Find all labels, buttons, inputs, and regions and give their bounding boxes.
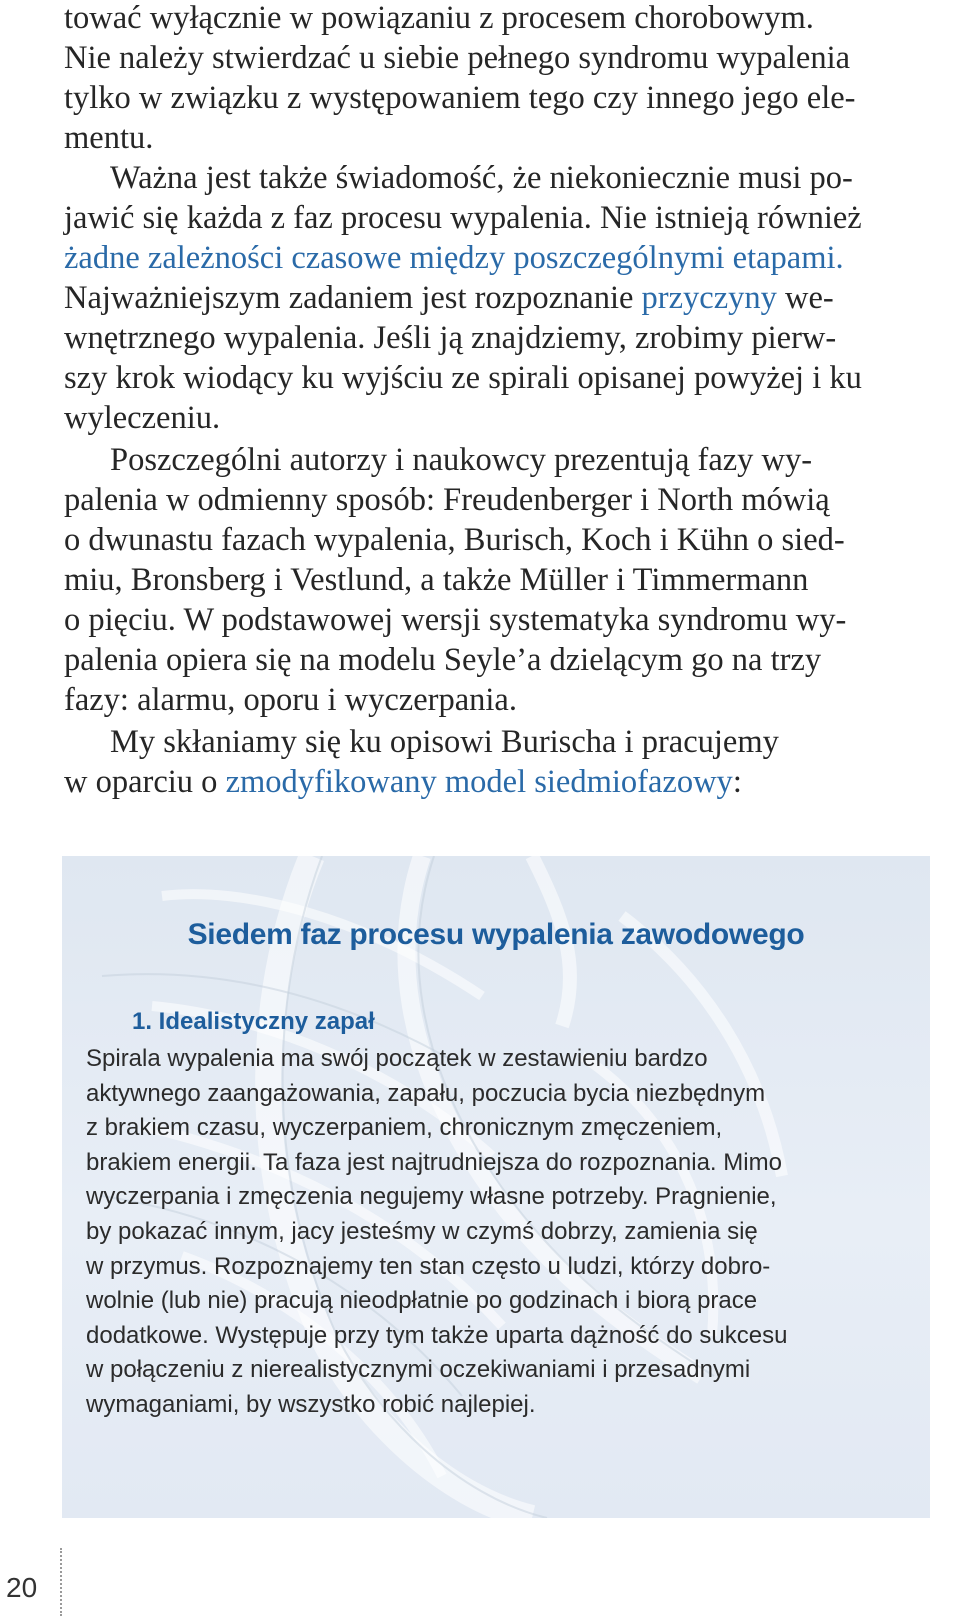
phase-line: wymaganiami, by wszystko robić najlepiej. xyxy=(86,1390,536,1418)
phase-line: Spirala wypalenia ma swój początek w zestawieniu bardzo xyxy=(86,1045,708,1072)
phase-line: wolnie (lub nie) pracują nieodpłatnie po godzinach i biorą prace xyxy=(86,1287,758,1315)
paragraph-line: szy krok wiodący ku wyjściu ze spirali opisanej powyżej i ku xyxy=(64,360,862,396)
phase-line: w połączeniu z nierealistycznymi oczekiwaniami i przesadnymi xyxy=(86,1356,751,1384)
paragraph-line: wyleczeniu. xyxy=(64,400,221,436)
paragraph-line: miu, Bronsberg i Vestlund, a także Müller i Timmermann xyxy=(64,562,809,598)
text-run: w oparciu o xyxy=(64,764,226,800)
highlighted-phrase: żadne zależności czasowe między poszczególnymi etapami. xyxy=(64,240,844,276)
paragraph-line: palenia opiera się na modelu Seyle’a dzielącym go na trzy xyxy=(64,642,822,678)
highlighted-phrase: zmodyfikowany model siedmiofazowy xyxy=(225,764,733,800)
phase-heading: 1. Idealistyczny zapał xyxy=(132,1008,375,1035)
paragraph-line: fazy: alarmu, oporu i wyczerpania. xyxy=(64,682,517,718)
box-title: Siedem faz procesu wypalenia zawodowego xyxy=(187,918,805,951)
margin-divider xyxy=(60,1548,62,1616)
paragraph-line: My skłaniamy się ku opisowi Burischa i pracujemy xyxy=(110,724,779,760)
page-number: 20 xyxy=(6,1572,38,1603)
phase-line: dodatkowe. Występuje przy tym także uparta dążność do sukcesu xyxy=(86,1321,788,1349)
paragraph-line xyxy=(64,278,834,319)
paragraph-line: Nie należy stwierdzać u siebie pełnego syndromu wypalenia xyxy=(64,40,851,76)
paragraph-line: jawić się każda z faz procesu wypalenia. Nie istnieją również xyxy=(64,200,862,236)
highlighted-phrase: przyczyny xyxy=(641,280,777,316)
info-box xyxy=(62,856,930,1518)
phase-line: z brakiem czasu, wyczerpaniem, chronicznym zmęczeniem, xyxy=(86,1114,723,1142)
phase-line: brakiem energii. Ta faza jest najtrudniejsza do rozpoznania. Mimo xyxy=(86,1148,782,1176)
paragraph-line: mentu. xyxy=(64,120,154,156)
phase-line: aktywnego zaangażowania, zapału, poczucia bycia niezbędnym xyxy=(86,1079,766,1107)
paragraph-line: Poszczególni autorzy i naukowcy prezentują fazy wy- xyxy=(110,442,813,478)
phase-line: w przymus. Rozpoznajemy ten stan często u ludzi, którzy dobro- xyxy=(86,1252,771,1280)
text-run: we- xyxy=(776,280,834,316)
phase-line: by pokazać innym, jacy jesteśmy w czymś dobrzy, zamienia się xyxy=(86,1217,758,1245)
paragraph-line xyxy=(64,762,742,803)
paragraph-line: o pięciu. W podstawowej wersji systematyka syndromu wy- xyxy=(64,602,847,638)
phase-line: wyczerpania i zmęczenia negujemy własne potrzeby. Pragnienie, xyxy=(86,1183,777,1211)
paragraph-line: palenia w odmienny sposób: Freudenberger i North mówią xyxy=(64,482,830,518)
paragraph-line: o dwunastu fazach wypalenia, Burisch, Koch i Kühn o sied- xyxy=(64,522,845,558)
text-run: Najważniejszym zadaniem jest rozpoznanie xyxy=(64,280,642,316)
paragraph-line: tować wyłącznie w powiązaniu z procesem chorobowym. xyxy=(64,0,814,36)
text-run: : xyxy=(732,764,742,800)
paragraph-line: wnętrznego wypalenia. Jeśli ją znajdziemy, zrobimy pierw- xyxy=(64,320,837,356)
paragraph-line: tylko w związku z występowaniem tego czy innego jego ele- xyxy=(64,80,856,116)
phase-description xyxy=(86,1042,906,1423)
paragraph-line: Ważna jest także świadomość, że niekoniecznie musi po- xyxy=(110,160,853,196)
